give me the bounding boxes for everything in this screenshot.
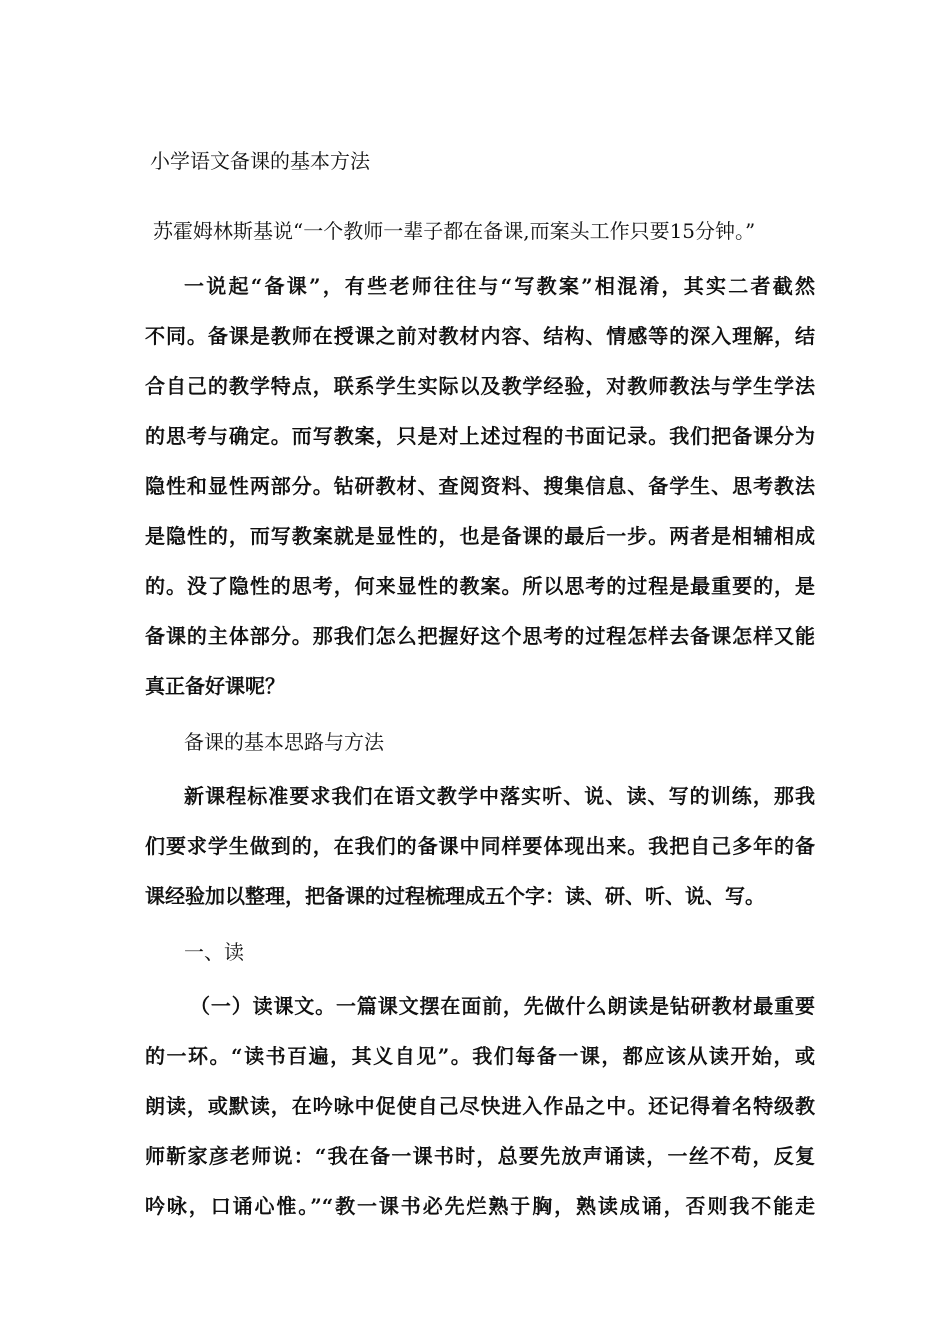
document-title: 小学语文备课的基本方法 — [150, 149, 370, 173]
paragraph-line: 一说起“备课”，有些老师往往与“写教案”相混淆，其实二者截然 — [184, 274, 815, 298]
paragraph-line: 师靳家彦老师说：“我在备一课书时，总要先放声诵读，一丝不苟，反复 — [145, 1144, 815, 1168]
paragraph-line: 的一环。“读书百遍，其义自见”。我们每备一课，都应该从读开始，或 — [145, 1044, 815, 1068]
paragraph-line: 不同。备课是教师在授课之前对教材内容、结构、情感等的深入理解，结 — [145, 324, 815, 348]
paragraph-line: 真正备好课呢？ — [145, 674, 285, 698]
paragraph-line: 新课程标准要求我们在语文教学中落实听、说、读、写的训练，那我 — [184, 784, 815, 808]
paragraph-line: 课经验加以整理，把备课的过程梳理成五个字：读、研、听、说、写。 — [145, 884, 765, 908]
paragraph-line: 吟咏，口诵心惟。”“教一课书必先烂熟于胸，熟读成诵，否则我不能走 — [145, 1194, 815, 1218]
paragraph-line: 们要求学生做到的，在我们的备课中同样要体现出来。我把自己多年的备 — [145, 834, 815, 858]
paragraph-line: 合自己的教学特点，联系学生实际以及教学经验，对教师教法与学生学法 — [145, 374, 815, 398]
quote-line: 苏霍姆林斯基说“一个教师一辈子都在备课,而案头工作只要15分钟。” — [153, 219, 756, 243]
paragraph-line: 朗读，或默读，在吟咏中促使自己尽快进入作品之中。还记得着名特级教 — [145, 1094, 815, 1118]
paragraph-line: 隐性和显性两部分。钻研教材、查阅资料、搜集信息、备学生、思考教法 — [145, 474, 815, 498]
paragraph-line: 备课的主体部分。那我们怎么把握好这个思考的过程怎样去备课怎样又能 — [145, 624, 815, 648]
section-heading: 备课的基本思路与方法 — [184, 730, 384, 754]
paragraph-line: 是隐性的，而写教案就是显性的，也是备课的最后一步。两者是相辅相成 — [145, 524, 815, 548]
paragraph-line: （一）读课文。一篇课文摆在面前，先做什么朗读是钻研教材最重要 — [190, 994, 815, 1018]
paragraph-line: 的。没了隐性的思考，何来显性的教案。所以思考的过程是最重要的，是 — [145, 574, 815, 598]
paragraph-line: 的思考与确定。而写教案，只是对上述过程的书面记录。我们把备课分为 — [145, 424, 815, 448]
section-heading: 一、读 — [184, 940, 244, 964]
